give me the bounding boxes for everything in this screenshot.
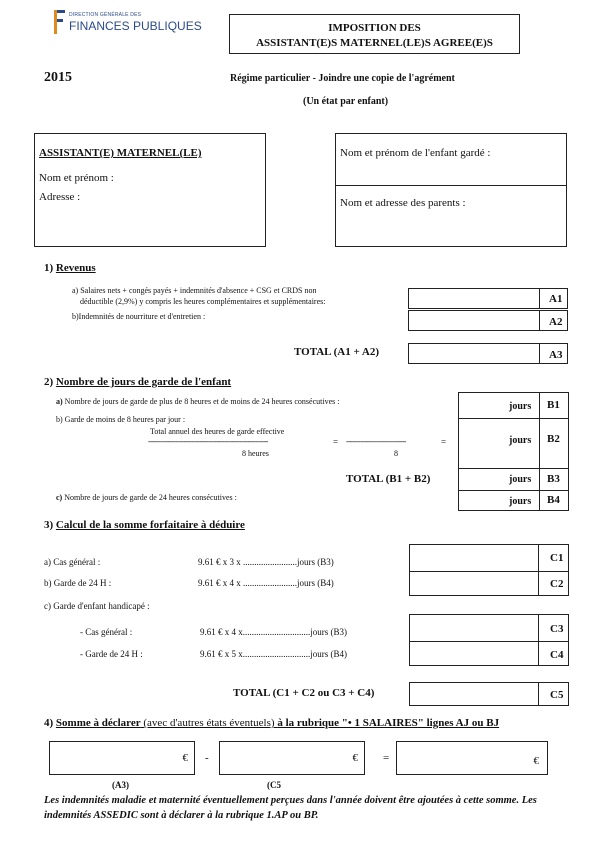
fraction-bottom-2: 8: [394, 449, 398, 458]
label-a3: (A3): [112, 780, 129, 790]
garde-a-prefix: a): [56, 397, 63, 406]
result-euro-sign: €: [533, 755, 539, 767]
section4-title-part1: Somme à déclarer: [55, 717, 141, 729]
calc-row-c-label: c) Garde d'enfant handicapé :: [44, 601, 150, 611]
c3-c4-table[interactable]: [409, 614, 569, 666]
a3-field[interactable]: [408, 343, 568, 364]
parents-label: Nom et adresse des parents :: [340, 197, 466, 209]
fraction-bottom-1: 8 heures: [242, 449, 269, 458]
c5-code: C5: [550, 689, 564, 701]
c5-amount-field[interactable]: [219, 741, 365, 775]
c1-code: C1: [550, 552, 564, 564]
parents-box[interactable]: [335, 185, 567, 247]
b2-jours: jours: [509, 435, 532, 446]
section4-number: 4): [44, 717, 54, 729]
total-a-label: TOTAL (A1 + A2): [294, 346, 380, 358]
calc-row-c2-formula: 9.61 € x 5 x..............................jours (B4): [200, 649, 347, 659]
fraction-eq-2: =: [441, 437, 447, 447]
minus-sign: -: [205, 752, 209, 764]
c1-c2-table[interactable]: [409, 544, 569, 596]
child-box[interactable]: [335, 133, 567, 186]
garde-a-text: Nombre de jours de garde de plus de 8 heures et de moins de 24 heures consécutives :: [64, 397, 340, 406]
c4-code: C4: [550, 649, 564, 661]
section2-title: Nombre de jours de garde de l'enfant: [55, 376, 232, 388]
c5-field[interactable]: [409, 682, 569, 706]
section1-heading: [44, 262, 96, 274]
garde-c-prefix: c): [56, 493, 63, 502]
revenus-b-line: b)Indemnités de nourriture et d'entretien :: [72, 312, 206, 321]
b2-code: B2: [547, 433, 560, 445]
b4-jours: jours: [509, 496, 532, 507]
c5-euro-sign: €: [352, 752, 358, 764]
fraction-eq-1: =: [333, 437, 339, 447]
a2-field[interactable]: [408, 310, 568, 331]
total-c-label: TOTAL (C1 + C2 ou C3 + C4): [233, 687, 375, 699]
result-amount-field[interactable]: [396, 741, 548, 775]
a2-code: A2: [549, 316, 563, 328]
c3-code: C3: [550, 623, 564, 635]
marianne-logo-icon: [52, 9, 66, 35]
address-label: Adresse :: [39, 191, 81, 203]
fraction-dashes-1: ----------------------------------------------------------: [148, 437, 268, 446]
section3-number: 3): [44, 519, 54, 531]
assistant-box[interactable]: [34, 133, 266, 247]
a3-amount-field[interactable]: [49, 741, 195, 775]
equals-sign: =: [383, 752, 390, 764]
section4-heading: [44, 717, 499, 729]
b1-jours: jours: [509, 401, 532, 412]
a1-field[interactable]: [408, 288, 568, 309]
section1-title: Revenus: [55, 262, 96, 274]
calc-row-a-label: a) Cas général :: [44, 557, 101, 567]
footer-note: Les indemnités maladie et maternité éventuellement perçues dans l'année doivent être ajoutées à cette somme. Les indemnités ASSEDIC sont à déclarer à la rubrique 1.AP ou BP.: [44, 795, 537, 821]
title-line-2: ASSISTANT(E)S MATERNEL(LE)S AGREE(E)S: [256, 37, 493, 49]
title-line-1: IMPOSITION DES: [328, 22, 421, 34]
calc-row-b-formula: 9.61 € x 4 x ........................jours (B4): [198, 578, 334, 588]
revenus-a-line1: a) Salaires nets + congés payés + indemnités d'absence + CSG et CRDS non: [72, 286, 317, 295]
garde-a-line: [56, 397, 339, 406]
name-label: Nom et prénom :: [39, 172, 114, 184]
section3-heading: [44, 519, 245, 531]
fraction-top: Total annuel des heures de garde effective: [150, 427, 285, 436]
section2-number: 2): [44, 376, 54, 388]
b4-code: B4: [547, 494, 560, 506]
a1-code: A1: [549, 293, 563, 305]
b3-code: B3: [547, 473, 560, 485]
assistant-heading: ASSISTANT(E) MATERNEL(LE): [39, 147, 202, 159]
revenus-a-line2: déductible (2,9%) y compris les heures complémentaires et supplémentaires:: [80, 297, 326, 306]
logo-top-text: DIRECTION GÉNÉRALE DES: [69, 12, 142, 18]
subtitle-per-child: (Un état par enfant): [303, 96, 389, 107]
calc-row-c1-label: - Cas général :: [80, 627, 133, 637]
section2-heading: [44, 376, 231, 388]
a3-code: A3: [549, 349, 563, 361]
b-table[interactable]: [458, 392, 569, 511]
calc-row-c1-formula: 9.61 € x 4 x..............................jours (B3): [200, 627, 347, 637]
logo-bottom-text: FINANCES PUBLIQUES: [69, 19, 202, 33]
child-name-label: Nom et prénom de l'enfant gardé :: [340, 147, 491, 159]
garde-c-line: [56, 493, 237, 502]
label-c5: (C5: [267, 780, 281, 790]
b1-code: B1: [547, 399, 560, 411]
b3-jours: jours: [509, 474, 532, 485]
c2-code: C2: [550, 578, 564, 590]
garde-b-line: b) Garde de moins de 8 heures par jour :: [56, 415, 186, 424]
subtitle-agrement: Régime particulier - Joindre une copie de l'agrément: [230, 73, 455, 84]
total-b-label: TOTAL (B1 + B2): [346, 473, 431, 485]
section3-title: Calcul de la somme forfaitaire à déduire: [55, 519, 245, 531]
title-box: [229, 14, 520, 54]
year: 2015: [44, 70, 72, 85]
section1-number: 1): [44, 262, 54, 274]
section4-title-part2: (avec d'autres états éventuels): [140, 717, 278, 729]
calc-row-c2-label: - Garde de 24 H :: [80, 649, 143, 659]
logo: [52, 9, 212, 39]
calc-row-a-formula: 9.61 € x 3 x ........................jours (B3): [198, 557, 334, 567]
a3-euro-sign: €: [182, 752, 188, 764]
fraction-dashes-2: -----------------------------: [346, 437, 406, 446]
garde-c-text: Nombre de jours de garde de 24 heures consécutives :: [64, 493, 237, 502]
calc-row-b-label: b) Garde de 24 H :: [44, 578, 112, 588]
section4-title-part3: à la rubrique "• 1 SALAIRES" lignes AJ ou BJ: [277, 717, 500, 729]
